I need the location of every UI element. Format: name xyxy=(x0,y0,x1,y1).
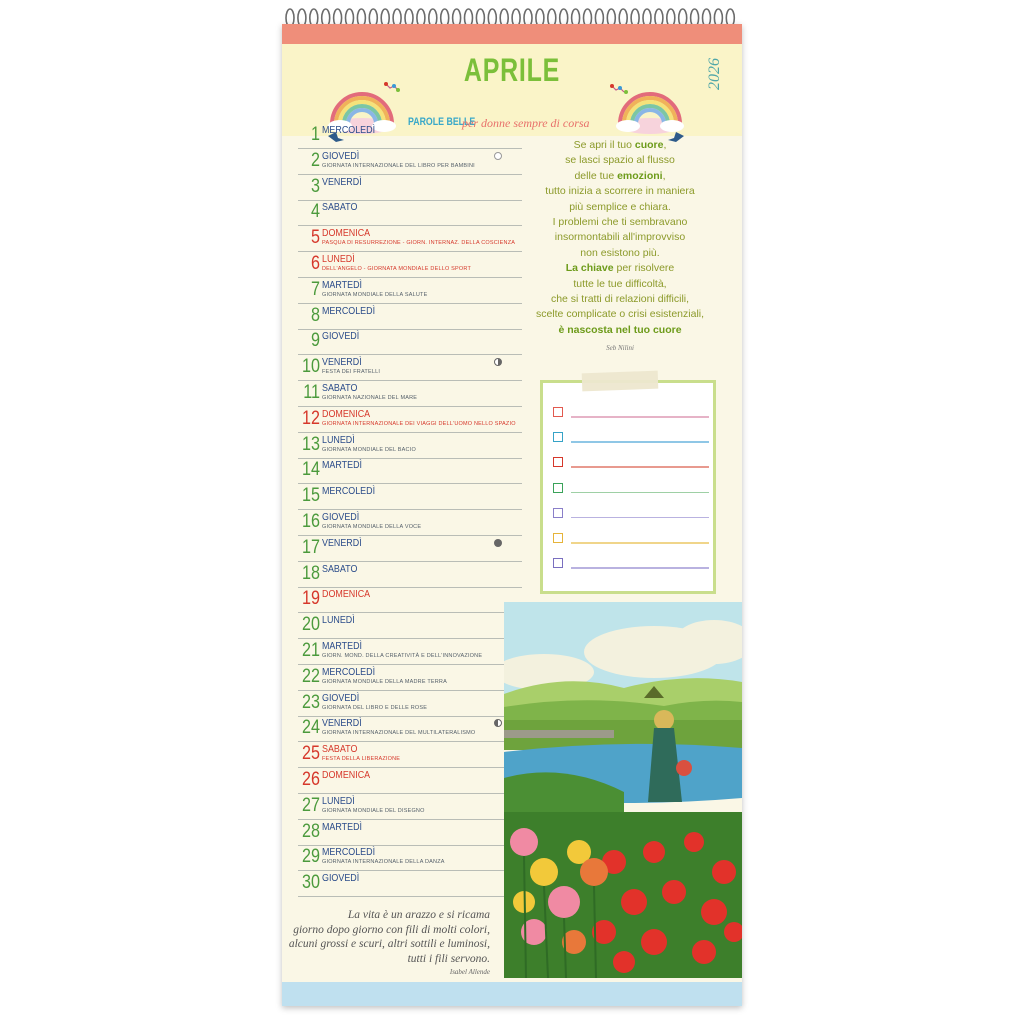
day-number: 5 xyxy=(311,227,320,249)
day-number: 23 xyxy=(302,691,320,713)
tagline-subtitle: per donne sempre di corsa xyxy=(462,116,590,130)
quote-line xyxy=(520,200,720,215)
quote-text-part: , xyxy=(662,169,666,182)
quote-text-part: per risolvere xyxy=(613,262,675,275)
checklist-row xyxy=(553,457,711,471)
checklist-row xyxy=(553,508,711,522)
day-event: GIORNATA MONDIALE DELLA SALUTE xyxy=(322,291,428,298)
day-event: GIORNATA MONDIALE DELLA MADRE TERRA xyxy=(322,678,447,685)
quote-emphasis: è nascosta nel tuo cuore xyxy=(558,323,682,336)
weekday-label: LUNEDÌ xyxy=(322,433,355,446)
weekday-label: MARTEDÌ xyxy=(322,459,363,472)
day-row xyxy=(298,535,522,562)
day-row xyxy=(298,844,522,871)
day-event: GIORNATA NAZIONALE DEL MARE xyxy=(322,395,418,401)
quote-emphasis: emozioni xyxy=(617,169,663,182)
day-row xyxy=(298,819,522,846)
day-row xyxy=(298,690,522,717)
bottom-quote-line: La vita è un arazzo e si ricama xyxy=(347,909,490,921)
weekday-label: LUNEDÌ xyxy=(322,253,355,265)
quote-text-part: , xyxy=(663,139,667,151)
weekday-label: DOMENICA xyxy=(322,407,371,420)
top-band xyxy=(282,24,742,44)
day-event: GIORNATA MONDIALE DELLA VOCE xyxy=(322,524,422,530)
moon-phase-icon xyxy=(494,358,502,366)
day-row xyxy=(298,741,522,768)
month-title: APRILE xyxy=(463,52,561,88)
day-row xyxy=(298,767,522,794)
day-event: DELL'ANGELO - GIORNATA MONDIALE DELLO SPORT xyxy=(322,266,472,272)
day-row xyxy=(298,406,522,433)
day-number: 13 xyxy=(302,433,320,455)
quote-line xyxy=(520,307,720,322)
checklist-row xyxy=(553,432,711,446)
weekday-label: MARTEDÌ xyxy=(322,278,363,291)
day-number: 3 xyxy=(311,175,320,197)
day-row xyxy=(298,148,522,175)
day-number: 27 xyxy=(302,794,320,816)
day-number: 29 xyxy=(302,846,320,868)
checklist-row xyxy=(553,558,711,572)
quote-text-part: delle tue xyxy=(574,169,618,182)
checklist-row xyxy=(553,407,711,421)
day-row xyxy=(298,303,522,330)
checkbox[interactable] xyxy=(553,407,563,417)
weekday-label: MARTEDÌ xyxy=(322,820,363,833)
day-row xyxy=(298,586,522,613)
year-label: 2026 xyxy=(706,58,723,90)
weekday-label: GIOVEDÌ xyxy=(322,330,360,343)
day-event: GIORNATA INTERNAZIONALE DEI VIAGGI DELL'UOMO NELLO SPAZIO xyxy=(322,420,516,427)
weekday-label: DOMENICA xyxy=(322,227,371,240)
day-row xyxy=(298,870,522,897)
weekday-label: SABATO xyxy=(322,743,358,756)
quote-text-part: scelte complicate o crisi esistenziali, xyxy=(535,308,705,321)
checklist-note xyxy=(540,380,716,594)
bottom-quote-line: giorno dopo giorno con fili di molti colori, xyxy=(293,923,490,936)
quote-text-part: non esistono più. xyxy=(580,246,660,259)
weekday-label: GIOVEDÌ xyxy=(322,149,360,162)
checklist-line xyxy=(571,542,709,544)
weekday-label: GIOVEDÌ xyxy=(322,691,360,704)
quote-line xyxy=(520,230,720,245)
day-number: 21 xyxy=(302,640,320,661)
day-number: 30 xyxy=(302,872,320,894)
day-row xyxy=(298,354,522,381)
quote-emphasis: La chiave xyxy=(565,262,614,275)
day-event: FESTA DELLA LIBERAZIONE xyxy=(322,756,401,763)
checklist-line xyxy=(571,466,709,468)
day-event: GIORNATA MONDIALE DEL DISEGNO xyxy=(322,807,425,814)
day-number: 17 xyxy=(302,536,320,558)
quote-text-part: insormontabili all'improvviso xyxy=(554,231,686,244)
day-number: 14 xyxy=(302,459,320,481)
weekday-label: VENERDÌ xyxy=(322,536,362,549)
day-number: 1 xyxy=(311,124,320,145)
weekday-label: VENERDÌ xyxy=(322,356,362,369)
quote-line xyxy=(520,138,720,153)
quote-text-part: se lasci spazio al flusso xyxy=(565,154,675,167)
day-number: 24 xyxy=(302,717,320,739)
weekday-label: GIOVEDÌ xyxy=(322,511,360,523)
weekday-label: LUNEDÌ xyxy=(322,794,355,807)
bottom-band xyxy=(282,982,742,1006)
day-event: FESTA DEI FRATELLI xyxy=(322,369,381,376)
day-row xyxy=(298,251,522,278)
bottom-quote-line: tutti i fili servono. xyxy=(407,952,490,965)
day-row xyxy=(298,225,522,252)
bottom-quote-line: alcuni grossi e scuri, altri sottili e luminosi, xyxy=(288,938,490,950)
weekday-label: VENERDÌ xyxy=(322,175,362,188)
checklist-line xyxy=(571,492,709,494)
quote-emphasis: cuore xyxy=(634,139,664,151)
checkbox[interactable] xyxy=(553,558,563,568)
moon-phase-icon xyxy=(494,539,502,547)
day-row xyxy=(298,380,522,407)
day-number: 28 xyxy=(302,820,320,842)
day-number: 12 xyxy=(302,407,320,429)
quote-text xyxy=(520,138,720,338)
quote-text-part: tutte le tue difficoltà, xyxy=(573,277,667,290)
quote-line xyxy=(520,277,720,292)
day-row xyxy=(298,715,522,742)
moon-phase-icon xyxy=(494,719,502,727)
weekday-label: MERCOLEDÌ xyxy=(322,846,376,859)
day-number: 7 xyxy=(311,278,320,300)
checkbox[interactable] xyxy=(553,457,563,467)
quote-line xyxy=(520,261,720,276)
bottom-quote-author: Isabel Allende xyxy=(449,968,490,976)
day-row xyxy=(298,638,522,665)
quote-line xyxy=(520,184,720,199)
day-row xyxy=(298,174,522,201)
checklist-row xyxy=(553,483,711,497)
day-number: 26 xyxy=(302,769,320,790)
day-row xyxy=(298,277,522,304)
day-number: 18 xyxy=(302,562,320,584)
day-event: PASQUA DI RESURREZIONE - GIORN. INTERNAZ. DELLA COSCIENZA xyxy=(322,240,516,247)
day-number: 2 xyxy=(311,149,320,171)
day-row xyxy=(298,561,522,588)
weekday-label: GIOVEDÌ xyxy=(322,872,360,885)
day-row xyxy=(298,328,522,355)
day-event: GIORNATA INTERNAZIONALE DEL MULTILATERALISMO xyxy=(322,730,476,737)
quote-text-part: I problemi che ti sembravano xyxy=(552,216,688,229)
day-number: 19 xyxy=(302,588,320,610)
day-number: 4 xyxy=(311,201,320,223)
day-number: 16 xyxy=(302,511,320,532)
day-event: GIORNATA INTERNAZIONALE DEL LIBRO PER BAMBINI xyxy=(322,162,475,169)
weekday-label: MERCOLEDÌ xyxy=(322,124,376,136)
weekday-label: SABATO xyxy=(322,562,358,575)
brand-subtitle: PAROLE BELLE xyxy=(408,116,476,128)
quote-author: Seb Nilini xyxy=(606,344,634,352)
day-row xyxy=(298,612,522,639)
checkbox[interactable] xyxy=(553,432,563,442)
quote-text-part: tutto inizia a scorrere in maniera xyxy=(545,185,695,198)
checklist-line xyxy=(571,567,709,569)
weekday-label: DOMENICA xyxy=(322,769,371,781)
day-event: GIORN. MOND. DELLA CREATIVITÀ E DELL'INNOVAZIONE xyxy=(322,653,483,659)
weekday-label: VENERDÌ xyxy=(322,717,362,730)
weekday-label: MARTEDÌ xyxy=(322,640,363,652)
quote-line xyxy=(520,169,720,184)
checklist-line xyxy=(571,441,709,443)
day-row xyxy=(298,509,522,536)
weekday-label: LUNEDÌ xyxy=(322,614,355,627)
checklist-row xyxy=(553,533,711,547)
weekday-label: MERCOLEDÌ xyxy=(322,304,376,317)
checklist-line xyxy=(571,517,709,519)
day-number: 10 xyxy=(302,356,320,378)
day-number: 11 xyxy=(303,382,320,403)
day-number: 15 xyxy=(302,485,320,507)
weekday-label: MERCOLEDÌ xyxy=(322,665,376,678)
landscape-illustration xyxy=(504,602,742,978)
tape-strip xyxy=(582,371,659,392)
moon-phase-icon xyxy=(494,152,502,160)
day-row xyxy=(298,793,522,820)
day-event: GIORNATA DEL LIBRO E DELLE ROSE xyxy=(322,704,428,711)
quote-line xyxy=(520,246,720,261)
day-row xyxy=(298,432,522,459)
day-event: GIORNATA INTERNAZIONALE DELLA DANZA xyxy=(322,859,445,866)
quote-text-part: Se apri il tuo xyxy=(573,139,635,151)
quote-text-part: che si tratti di relazioni difficili, xyxy=(550,293,690,306)
day-event: GIORNATA MONDIALE DEL BACIO xyxy=(322,446,416,453)
day-number: 8 xyxy=(311,304,320,326)
weekday-label: SABATO xyxy=(322,201,358,214)
day-row xyxy=(298,483,522,510)
day-row xyxy=(298,457,522,484)
calendar-sheet xyxy=(282,24,742,1006)
quote-line xyxy=(520,323,720,338)
quote-line xyxy=(520,153,720,168)
day-row xyxy=(298,122,522,149)
day-number: 6 xyxy=(311,253,320,274)
day-row xyxy=(298,664,522,691)
weekday-label: DOMENICA xyxy=(322,588,371,601)
checkbox[interactable] xyxy=(553,483,563,493)
weekday-label: SABATO xyxy=(322,382,358,394)
checkbox[interactable] xyxy=(553,533,563,543)
checklist-line xyxy=(571,416,709,418)
bottom-quote xyxy=(288,908,490,966)
day-number: 20 xyxy=(302,614,320,636)
checkbox[interactable] xyxy=(553,508,563,518)
quote-line xyxy=(520,215,720,230)
quote-text-part: più semplice e chiara. xyxy=(569,200,671,213)
day-number: 22 xyxy=(302,665,320,687)
quote-line xyxy=(520,292,720,307)
day-row xyxy=(298,199,522,226)
day-number: 9 xyxy=(311,330,320,352)
day-number: 25 xyxy=(302,743,320,765)
weekday-label: MERCOLEDÌ xyxy=(322,485,376,498)
